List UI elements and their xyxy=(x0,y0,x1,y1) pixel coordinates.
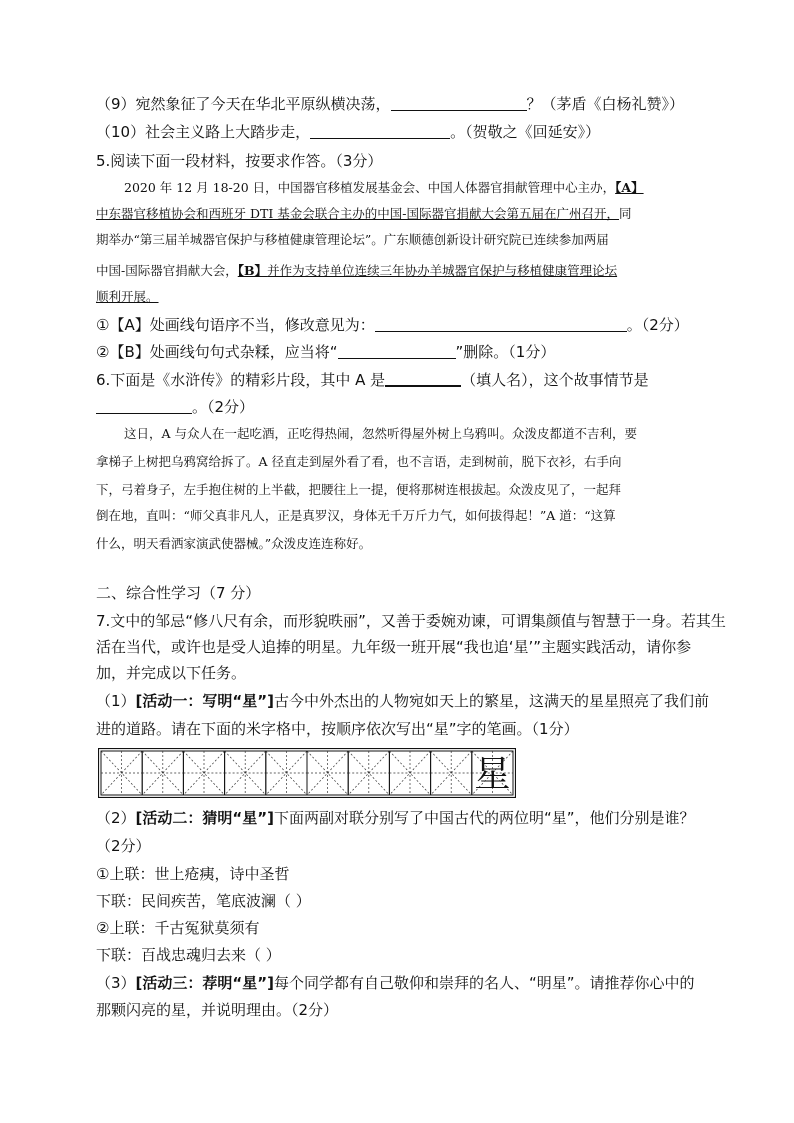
act3-text: 每个同学都有自己敬仰和崇拜的名人、“明星”。请推荐你心中的 xyxy=(273,974,695,992)
q7-activity-3-cont: 那颗闪亮的星，并说明理由。（2分） xyxy=(96,1001,339,1019)
q5-sub-1 xyxy=(96,315,689,335)
couplet-2-lower: 下联：百战忠魂归去来（ ） xyxy=(96,946,281,964)
q5-sub1-blank[interactable] xyxy=(375,317,627,332)
q10-suffix: 。（贺敬之《回延安》） xyxy=(450,123,601,141)
couplet-1-lower: 下联：民间疾苦，笔底波澜（ ） xyxy=(96,892,311,910)
act3-tag: [活动三：荐明“星”] xyxy=(135,974,274,992)
q5-text: 中国-国际器官捐献大会， xyxy=(96,263,238,278)
act1-text: 古今中外杰出的人物宛如天上的繁星，这满天的星星照亮了我们前 xyxy=(273,692,709,710)
q5-sub2-blank[interactable] xyxy=(338,344,456,359)
q9-suffix: ？（茅盾《白杨礼赞》） xyxy=(526,95,685,113)
q5-sub1-prefix: ①【A】处画线句语序不当，修改意见为： xyxy=(96,316,375,334)
act2-num: （2） xyxy=(96,809,136,827)
q7-intro-line: 活在当代，或许也是受人追捧的明星。九年级一班开展“我也追‘星’”主题实践活动，请你参 xyxy=(96,638,692,656)
q7-activity-1-cont: 进的道路。请在下面的米字格中，按顺序依次写出“星”字的笔画。（1分） xyxy=(96,720,579,738)
q7-activity-1 xyxy=(96,691,709,711)
q6-prefix: 6.下面是《水浒传》的精彩片段，其中 A 是 xyxy=(96,371,386,389)
q9-answer-blank[interactable] xyxy=(391,96,527,111)
q5-sub2-prefix: ②【B】处画线句句式杂糅，应当将“ xyxy=(96,343,338,361)
q7-intro-line: 7.文中的邹忌“修八尺有余，而形貌昳丽”，又善于委婉劝谏，可谓集颜值与智慧于一身。若其生 xyxy=(96,612,726,630)
grid-sample-character: 星 xyxy=(474,754,511,795)
q9-prefix: （9）宛然象征了今天在华北平原纵横决荡， xyxy=(96,95,391,113)
q5-title: 5.阅读下面一段材料，按要求作答。（3分） xyxy=(96,152,383,170)
q5-sub2-suffix: ”删除。（1分） xyxy=(455,343,556,361)
q6-passage-line: 拿梯子上树把乌鸦窝给拆了。A 径直走到屋外看了看，也不言语，走到树前，脱下衣衫，右手向 xyxy=(96,454,622,469)
q5-material-line-1 xyxy=(124,179,644,197)
q5-material-line-4 xyxy=(96,262,617,280)
act1-num: （1） xyxy=(96,692,136,710)
q6-name-blank[interactable] xyxy=(385,371,461,387)
q5-underlined-a: 中东器官移植协会和西班牙 DTI 基金会联合主办的中国-国际器官捐献大会第五届在广州召开， xyxy=(96,206,619,221)
question-9 xyxy=(96,94,684,114)
q10-prefix: （10）社会主义路上大踏步走， xyxy=(96,123,311,141)
q5-material-line-2 xyxy=(96,205,632,223)
q5-text: 2020 年 12 月 18-20 日，中国器官移植发展基金会、中国人体器官捐献管理中心主办， xyxy=(124,180,616,195)
couplet-2-upper: ②上联：千古冤狱莫须有 xyxy=(96,919,260,937)
mizige-grid xyxy=(98,748,516,798)
q5-sub-2 xyxy=(96,342,555,362)
q6-line-1 xyxy=(96,370,649,390)
q7-intro-line: 加，并完成以下任务。 xyxy=(96,664,247,682)
section-2-title: 二、综合性学习（7 分） xyxy=(96,584,261,602)
q10-answer-blank[interactable] xyxy=(310,124,450,139)
q7-activity-2-cont: （2分） xyxy=(96,837,151,855)
q5-underlined-b-end: 顺利开展。 xyxy=(96,289,159,304)
q5-mark-b: 【B】 xyxy=(237,263,268,278)
q6-line-2 xyxy=(96,397,254,417)
q6-line2-suffix: 。（2分） xyxy=(192,398,255,416)
q5-text: 同 xyxy=(618,206,632,221)
q5-underlined-b: 并作为支持单位连续三年协办羊城器官保护与移植健康管理论坛 xyxy=(267,263,618,278)
act1-tag: [活动一：写明“星”] xyxy=(135,692,274,710)
q6-passage-line: 倒在地，直叫：“师父真非凡人，正是真罗汉，身体无千万斤力气，如何拔得起！”A 道：“这算 xyxy=(96,508,616,523)
act2-tag: [活动二：猜明“星”] xyxy=(135,809,274,827)
q7-activity-3 xyxy=(96,973,695,993)
q5-material-line-5 xyxy=(96,288,159,306)
q6-passage-line: 下，弓着身子，左手抱住树的上半截，把腰往上一提，便将那树连根拔起。众泼皮见了，一起拜 xyxy=(96,482,622,497)
act3-num: （3） xyxy=(96,974,136,992)
q6-suffix: （填人名），这个故事情节是 xyxy=(461,371,649,389)
q6-passage-line: 这日，A 与众人在一起吃酒，正吃得热闹，忽然听得屋外树上乌鸦叫。众泼皮都道不吉利，要 xyxy=(124,426,638,441)
q6-passage-line: 什么，明天看洒家演武使器械。”众泼皮连连称好。 xyxy=(96,536,372,551)
q6-plot-blank[interactable] xyxy=(96,399,192,414)
q7-activity-2 xyxy=(96,808,695,828)
q5-mark-a: 【A】 xyxy=(615,180,644,195)
question-10 xyxy=(96,122,600,142)
q5-material-line-3: 期举办“第三届羊城器官保护与移植健康管理论坛”。广东顺德创新设计研究院已连续参加两届 xyxy=(96,232,609,247)
couplet-1-upper: ①上联：世上疮痍，诗中圣哲 xyxy=(96,865,290,883)
act2-text: 下面两副对联分别写了中国古代的两位明“星”，他们分别是谁？ xyxy=(273,809,695,827)
q5-sub1-suffix: 。（2分） xyxy=(626,316,689,334)
